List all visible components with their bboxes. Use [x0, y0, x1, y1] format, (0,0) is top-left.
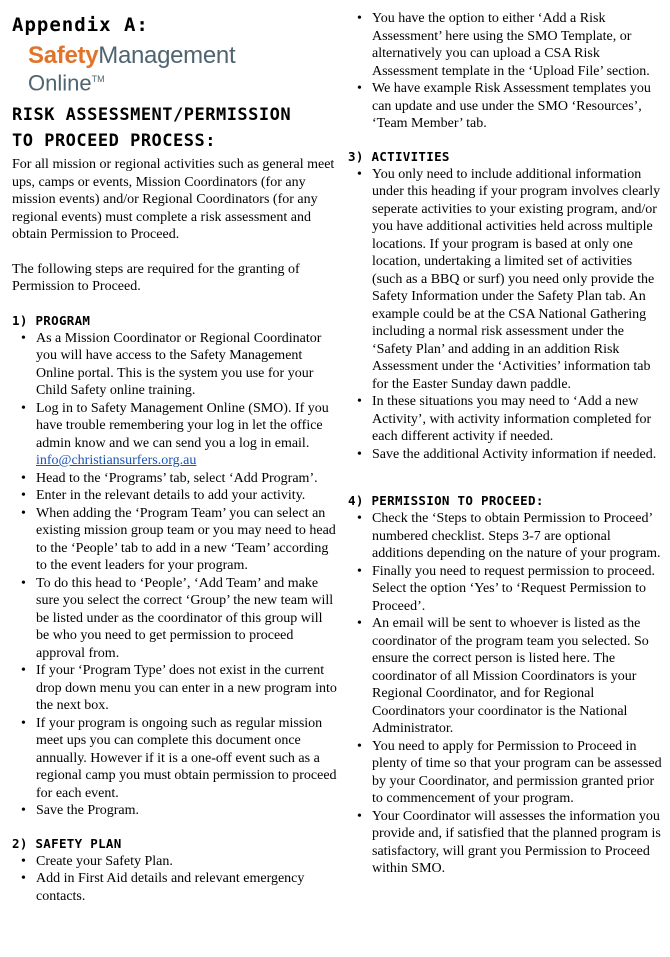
logo-text-safety: Safety	[28, 42, 99, 69]
safety-plan-continued-list	[348, 10, 664, 133]
list-item: • Add in First Aid details and relevant emergency contacts.	[36, 870, 338, 905]
appendix-heading: Appendix A:	[12, 14, 149, 36]
safety-management-online-logo	[28, 42, 338, 96]
list-item: • To do this head to ‘People’, ‘Add Team’ and make sure you select the correct ‘Group’ the new team will be listed under as the coordinator of this group will be who you need to get permission to proceed approval from.	[36, 575, 338, 663]
list-item: • An email will be sent to whoever is listed as the coordinator of the program team you selected. So ensure the correct person is listed here. The coordinator of all Mission Coordinators is your Regional Coordinator, and for Regional Coordinators your coordinator is the National Administrator.	[372, 615, 664, 738]
list-item: • You have the option to either ‘Add a Risk Assessment’ here using the SMO Template, or alternatively you can upload a CSA Risk Assessment template in the ‘Upload File’ section.	[372, 10, 664, 80]
list-item: • Log in to Safety Management Online (SMO). If you have trouble remembering your log in let the office admin know and we can send you a log in email. info@christiansurfers.org.au	[36, 400, 338, 470]
list-item: • You only need to include additional information under this heading if your program involves clearly seperate activities to your existing program, and/or you have additional activities held across multiple locations. If your program is based at only one location, undertaking a limited set of activities (such as a BBQ or surf) you need only provide the Safety Information under the Safety Plan tab. An example could be at the CSA National Gathering including a normal risk assessment under the ‘Safety Plan’ and adding in an addition Risk Assessment under the ‘Activities’ information tab for the Easter Sunday dawn paddle.	[372, 166, 664, 394]
activities-list	[348, 166, 664, 464]
list-item: • Save the Program.	[36, 802, 338, 820]
right-column	[348, 10, 664, 878]
list-item: • You need to apply for Permission to Proceed in plenty of time so that your program can be assessed by your Coordinator, and permission granted prior to commencement of your program.	[372, 738, 664, 808]
activities-heading: 3) ACTIVITIES	[348, 148, 450, 164]
logo-trademark: TM	[91, 74, 105, 84]
steps-paragraph: The following steps are required for the granting of Permission to Proceed.	[12, 261, 300, 294]
list-item: • We have example Risk Assessment templates you can update and use under the SMO ‘Resources’, ‘Team Member’ tab.	[372, 80, 664, 133]
list-item: • Head to the ‘Programs’ tab, select ‘Add Program’.	[36, 470, 338, 488]
list-item: • When adding the ‘Program Team’ you can select an existing mission group team or you may need to head to the ‘People’ tab to add in a new ‘Team’ according to the event leaders for your program.	[36, 505, 338, 575]
left-column	[12, 14, 338, 905]
list-item: • Enter in the relevant details to add your activity.	[36, 487, 338, 505]
logo-text-online: Online	[28, 70, 92, 96]
permission-list	[348, 510, 664, 878]
logo-text-management: Management	[98, 42, 236, 69]
list-item: • Your Coordinator will assesses the information you provide and, if satisfied that the planned program is satisfactory, will grant you Permission to Proceed within SMO.	[372, 808, 664, 878]
safety-plan-list	[12, 853, 338, 906]
permission-heading: 4) PERMISSION TO PROCEED:	[348, 493, 544, 508]
list-item: • In these situations you may need to ‘Add a new Activity’, with activity information completed for each different activity if needed.	[372, 393, 664, 446]
safety-plan-heading: 2) SAFETY PLAN	[12, 835, 122, 851]
list-item: • Check the ‘Steps to obtain Permission to Proceed’ numbered checklist. Steps 3-7 are optional additions depending on the nature of your program.	[372, 510, 664, 563]
list-item: • As a Mission Coordinator or Regional Coordinator you will have access to the Safety Management Online portal. This is the system you use for your Child Safety online training.	[36, 330, 338, 400]
intro-paragraph: For all mission or regional activities such as general meet ups, camps or events, Mission Coordinators (for any mission events) and/or Regional Coordinators (for any regional events) must complete a risk assessment and obtain Permission to Proceed.	[12, 157, 335, 242]
page-title: RISK ASSESSMENT/PERMISSION TO PROCEED PROCESS:	[12, 105, 292, 151]
list-item: • Finally you need to request permission to proceed. Select the option ‘Yes’ to ‘Request Permission to Proceed’.	[372, 563, 664, 616]
list-item: • Create your Safety Plan.	[36, 853, 338, 871]
email-link[interactable]: info@christiansurfers.org.au	[36, 453, 197, 468]
list-item: • Save the additional Activity information if needed.	[372, 446, 664, 464]
list-item: • If your program is ongoing such as regular mission meet ups you can complete this document once annually. However if it is a one-off event such as a regional camp you must obtain permission to proceed for each event.	[36, 715, 338, 803]
program-list	[12, 330, 338, 820]
list-item: • If your ‘Program Type’ does not exist in the current drop down menu you can enter in a new program into the next box.	[36, 662, 338, 715]
program-heading: 1) PROGRAM	[12, 312, 91, 328]
